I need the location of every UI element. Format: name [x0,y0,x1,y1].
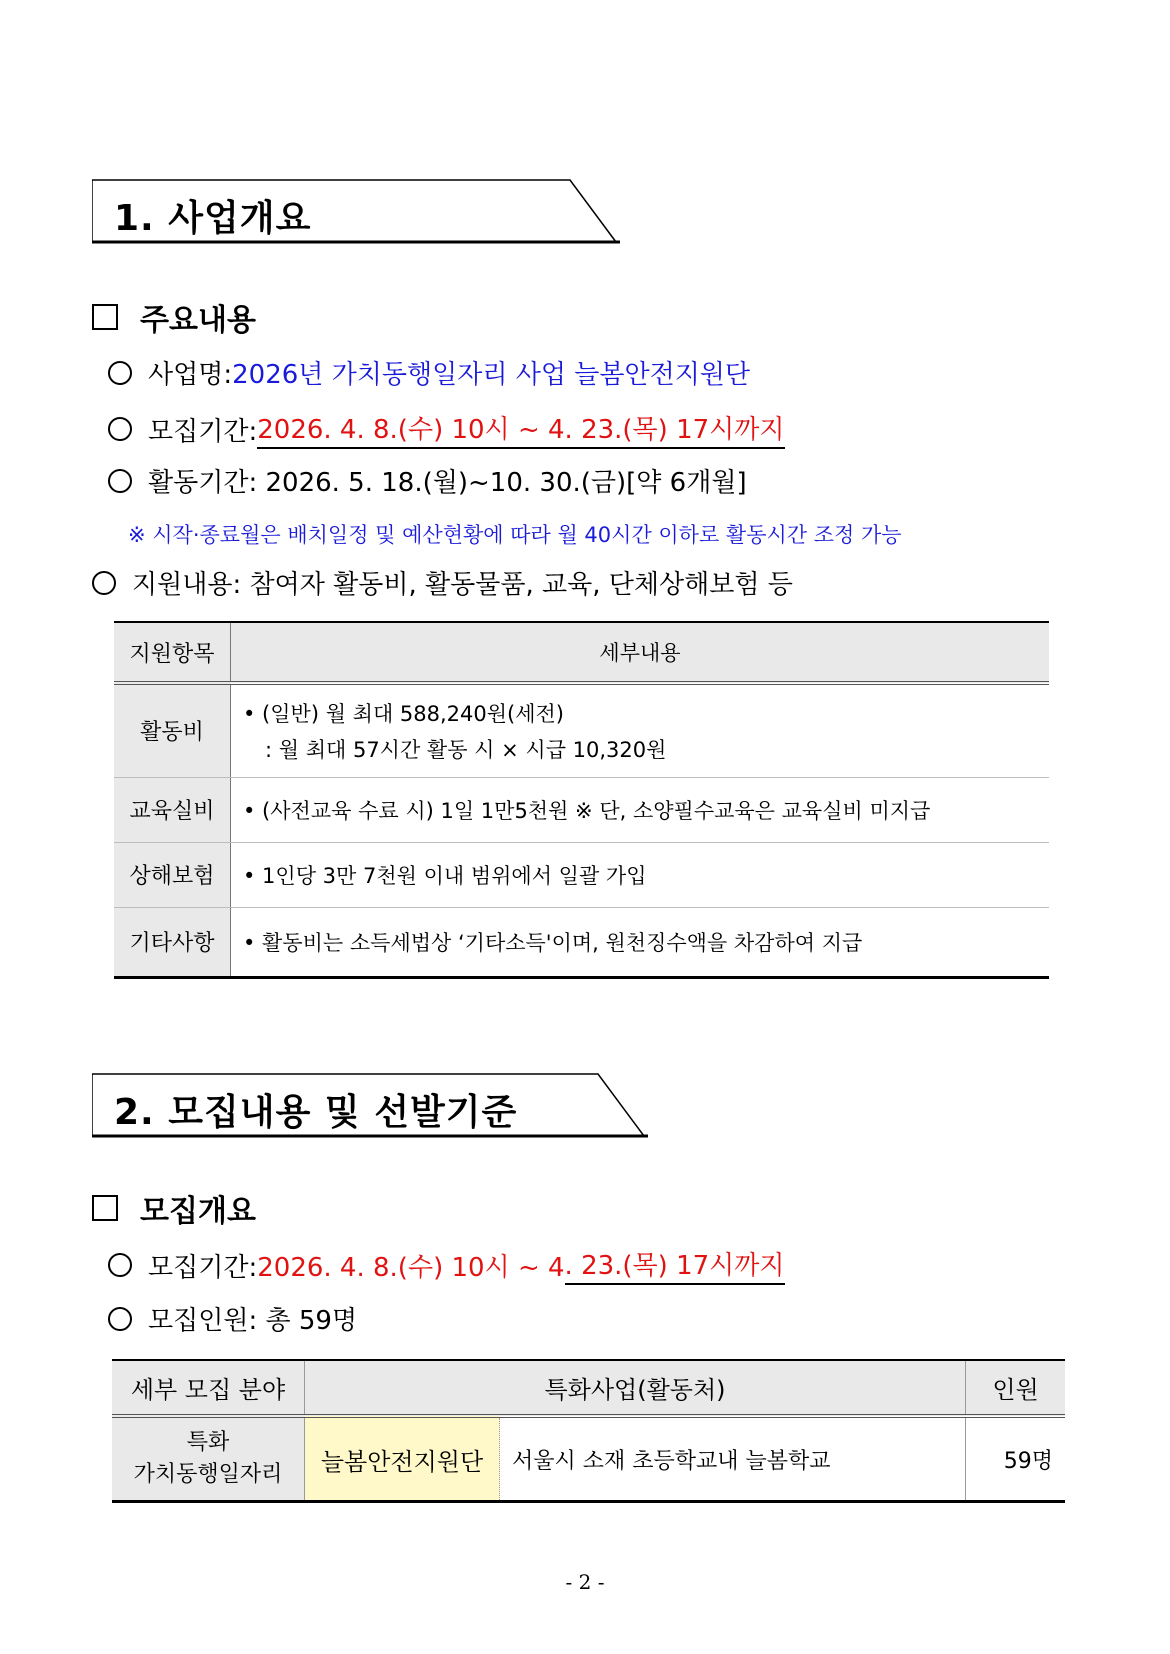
section-2-title: 2. 모집내용 및 선발기준 [114,1092,518,1133]
header-program: 특화사업(활동처) [305,1360,966,1416]
row-detail: • 활동비는 소득세법상 ‘기타소득'이며, 원천징수액을 차감하여 지급 [243,930,863,955]
section-1-header [92,178,622,244]
recruit-count-text: 모집인원: 총 59명 [148,1306,358,1336]
circle-bullet-icon [108,1253,132,1277]
support-content-text: 지원내용: 참여자 활동비, 활동물품, 교육, 단체상해보험 등 [132,570,793,600]
subsection-main-content [92,297,256,337]
detail-line: • (일반) 월 최대 588,240원(세전) [243,701,564,726]
recruit-count-line [108,1300,357,1337]
circle-bullet-icon [108,417,132,441]
row-detail: • 1인당 3만 7천원 이내 범위에서 일괄 가입 [231,842,1050,907]
detail-line: : 월 최대 57시간 활동 시 × 시급 10,320원 [265,737,667,762]
subsection-title: 주요내용 [140,303,256,338]
row-item: 상해보험 [114,842,231,907]
subsection-title: 모집개요 [140,1194,256,1229]
header-item: 지원항목 [114,622,231,683]
table-header-row [114,622,1049,683]
activity-period-line [108,462,747,499]
square-bullet-icon [92,304,118,330]
circle-bullet-icon [108,469,132,493]
row-item: 기타사항 [114,907,231,977]
square-bullet-icon [92,1195,118,1221]
circle-bullet-icon [108,361,132,385]
recruit-period-value: 2026. 4. 8.(수) 10시 ~ 4. 23.(목) 17시까지 [257,409,784,449]
circle-bullet-icon [108,1307,132,1331]
row-item: 교육실비 [114,777,231,842]
recruit-period-label: 모집기간: [148,1252,258,1283]
activity-period-text: 활동기간: 2026. 5. 18.(월)~10. 30.(금)[약 6개월] [148,468,747,498]
field-cell [112,1416,305,1502]
support-content-line [92,564,793,601]
table-row [114,777,1049,842]
recruit-period-value-b: . 23.(목) 17시까지 [565,1245,785,1285]
row-item: 활동비 [114,683,231,777]
table-row [114,683,1049,777]
recruit-table [112,1359,1065,1503]
row-detail: • (사전교육 수료 시) 1일 1만5천원 ※ 단, 소양필수교육은 교육실비 미지급 [231,777,1050,842]
business-name-label: 사업명: [148,360,233,390]
recruit-period-label: 모집기간: [148,416,258,447]
recruit-period-line [108,409,785,449]
table-row [114,907,1049,977]
field-line: 특화 [186,1430,230,1455]
business-name-value: 2026년 가치동행일자리 사업 늘봄안전지원단 [232,360,751,390]
business-name-line [108,354,750,391]
table-header-row [112,1360,1065,1416]
page-number: - 2 - [565,1570,605,1594]
field-line: 가치동행일자리 [133,1462,283,1487]
row-detail [231,683,1050,777]
count-cell: 59명 [1003,1448,1053,1474]
activity-note: ※ 시작·종료월은 배치일정 및 예산현황에 따라 월 40시간 이하로 활동시간 조정 가능 [128,523,902,547]
subsection-recruit-overview [92,1188,256,1228]
recruit-period-value-a: 2026. 4. 8.(수) 10시 ~ 4 [257,1252,565,1283]
header-detail: 세부내용 [231,622,1050,683]
support-table [114,621,1049,979]
header-count: 인원 [966,1360,1066,1416]
table-row [112,1416,1065,1502]
place-cell: 서울시 소재 초등학교내 늘봄학교 [500,1416,966,1502]
circle-bullet-icon [92,571,116,595]
header-field: 세부 모집 분야 [112,1360,305,1416]
recruit-period-line-2 [108,1245,785,1285]
program-cell: 늘봄안전지원단 [305,1416,500,1502]
section-1-title: 1. 사업개요 [114,198,312,239]
section-2-header [92,1072,652,1138]
table-row [114,842,1049,907]
